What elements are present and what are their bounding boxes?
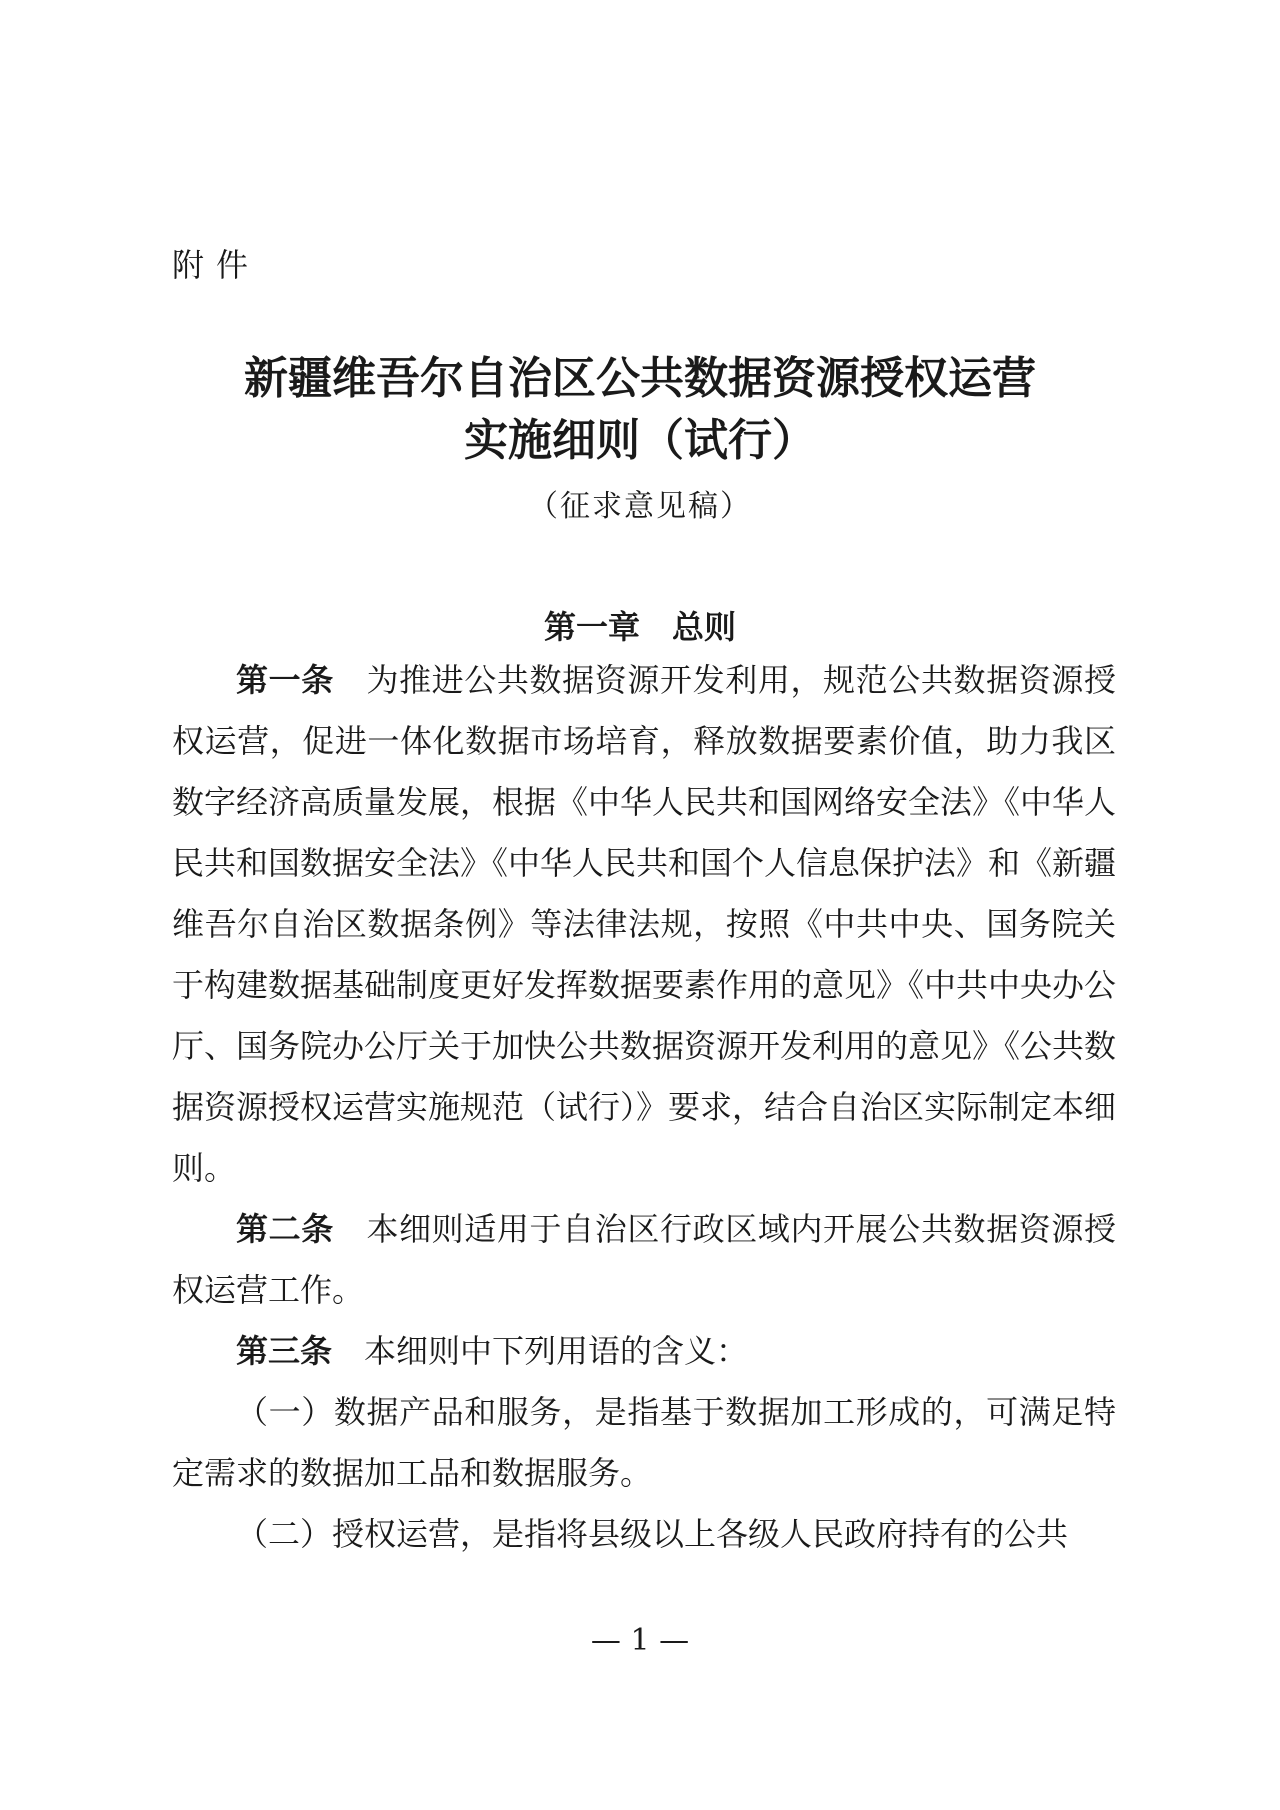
chapter-heading [0,602,1280,648]
definition-item: （二）授权运营，是指将县级以上各级人民政府持有的公共 [236,1515,1069,1553]
article-text: 本细则适用于自治区行政区域内开展公共数据资源授权运营工作。 [172,1210,1116,1309]
article-paragraph [172,1321,1116,1382]
document-body [172,650,1116,1565]
article-text: 本细则中下列用语的含义： [364,1332,749,1370]
article-text: 为推进公共数据资源开发利用，规范公共数据资源授权运营，促进一体化数据市场培育，释放数据要素价值，助力我区数字经济高质量发展，根据《中华人民共和国网络安全法》《中华人民共和国数据安全法》《中华人民共和国个人信息保护法》和《新疆维吾尔自治区数据条例》等法律法规，按照《中共中央、国务院关于构建数据基础制度更好发挥数据要素作用的意见》《中共中央办公厅、国务院办公厅关于加快公共数据资源开发利用的意见》《公共数据资源授权运营实施规范（试行）》要求，结合自治区实际制定本细则。 [172,661,1117,1187]
attachment-label: 附件 [172,246,261,284]
document-subtitle: （征求意见稿） [528,489,752,524]
article-heading: 第一条 [236,661,334,699]
article-heading: 第三条 [236,1332,333,1370]
article-heading: 第二条 [236,1210,334,1248]
chapter-number: 第一章 [543,608,640,646]
definition-item: （一）数据产品和服务，是指基于数据加工形成的，可满足特定需求的数据加工品和数据服务。 [172,1393,1116,1492]
page-number: — 1 — [590,1623,690,1658]
chapter-name: 总则 [672,608,737,646]
article-paragraph [172,1199,1116,1321]
article-paragraph [172,650,1116,1199]
document-title-line-2: 实施细则（试行） [464,415,816,466]
document-title-line-1: 新疆维吾尔自治区公共数据资源授权运营 [244,353,1036,404]
